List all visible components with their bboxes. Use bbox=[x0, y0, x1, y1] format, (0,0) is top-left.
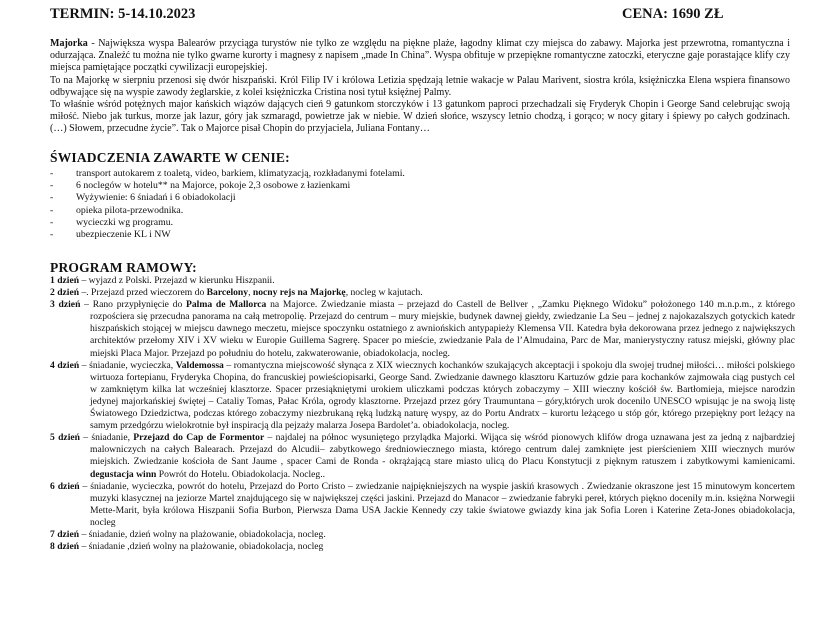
day-highlight: Barcelony bbox=[206, 287, 249, 299]
day-description bbox=[80, 432, 795, 479]
day-text: , bbox=[248, 287, 253, 299]
bullet-dash: - bbox=[50, 216, 54, 228]
included-item-text: wycieczki wg programu. bbox=[76, 216, 174, 228]
included-item-text: Wyżywienie: 6 śniadań i 6 obiadokolacji bbox=[76, 192, 236, 204]
day-label: 2 dzień bbox=[50, 287, 80, 299]
included-item bbox=[50, 180, 750, 192]
day-description bbox=[79, 287, 423, 298]
day-text: – najdalej na północ wysuniętego przylądka Majorki. Wijąca się wśród pionowych klifów droga uznawana jest za jedną z najbardziej malowniczych na całych Balearach. Przejazd do Alcudii– zabytkowego średniowiecznego miasta, którego centrum dalej zamknięte jest pierścieniem XIII wiecznych murów miejskich. Zwiedzanie kościoła de Sant Jaume , spacer Cami de Ronda - okrążającą stare miasto ulicą do Placu Konstytucji z pięknym ratuszem i zabytkowymi kamienicami. bbox=[90, 432, 795, 468]
included-list bbox=[50, 168, 750, 241]
intro-keyword-majorka: Majorka bbox=[50, 38, 88, 49]
included-item-text: transport autokarem z toaletą, video, barkiem, klimatyzacją, rozkładanymi fotelami. bbox=[76, 168, 405, 179]
program-day bbox=[50, 299, 795, 359]
included-title: ŚWIADCZENIA ZAWARTE W CENIE: bbox=[50, 150, 290, 165]
day-description bbox=[79, 529, 326, 540]
intro-paragraph-1 bbox=[50, 38, 790, 75]
intro-paragraph-3: To właśnie wśród potężnych major kańskich wiązów dających cień 9 gatunkom storczyków i 13 gatunkom paproci przechadzali się Fryderyk Chopin i George Sand celebrując swoją miłość. Niebo jak turkus, morze jak lazur, góry jak szmaragd, powietrze jak w niebie. W dzień słońce, wszyscy letnio chodzą, i gorąco; w nocy gitary i śpiewy po całych godzinach. (…) Słowem, przecudne życie”. Tak o Majorce pisał Chopin do przyjaciela, Juliana Fontany… bbox=[50, 99, 790, 135]
program-days bbox=[50, 275, 795, 553]
program-day bbox=[50, 287, 795, 299]
bullet-dash: - bbox=[50, 204, 54, 216]
intro-section bbox=[50, 38, 790, 136]
included-item bbox=[50, 217, 750, 229]
day-text: – wyjazd z Polski. Przejazd w kierunku Hiszpanii. bbox=[79, 275, 275, 286]
included-item-text: 6 noclegów w hotelu** na Majorce, pokoje 2,3 osobowe z łazienkami bbox=[76, 180, 351, 192]
program-day bbox=[50, 481, 795, 529]
included-item bbox=[50, 205, 750, 217]
day-label: 3 dzień bbox=[50, 299, 81, 311]
day-description bbox=[79, 275, 275, 286]
day-text: – śniadanie, dzień wolny na plażowanie, obiadokolacja, nocleg. bbox=[79, 528, 326, 540]
day-description bbox=[79, 541, 323, 552]
program-day bbox=[50, 275, 795, 287]
day-text: na Majorce. Zwiedzanie miasta – przejazd do Castell de Bellver , „Zamku Pięknego Widoku” położonego 140 m.n.p.m., z którego rozpościera się przecudna panorama na całą metropolię. Przejazd do centrum – mury miejskie, budynek dawnej giełdy, zwiedzanie La Seu – jednej z najokazalszych gotyckich katedr hiszpańskich stojącej w miejscu dawnego meczetu, miejsce spoczynku ostatniego z awniońskich antypapieży Klemensa VII. Katedra była dekorowana przez jednego z największych architektów przełomy XIV i XV wieku w Europie Guillema Sagrerę. Spacer po mieście, zwiedzanie Pala de l’Almudaina, Parc de Mar, manierystyczny ratusz miejski, główny plac miejski Placa Major. Przejazd po południu do hotelu, zakwaterowanie, obiadokolacja, nocleg. bbox=[90, 299, 795, 359]
program-day bbox=[50, 529, 795, 541]
intro-paragraph-1-text: - Największa wyspa Balearów przyciąga turystów nie tylko ze względu na piękne plaże, łagodny klimat czy miejsca do zabawy. Majorka jest przewrotna, romantyczna i odurzająca. Znaleźć tu można nie tylko gwarne kurorty i magnesy z napisem „made In China”. Wyspa obfituje w przepiękne romantyczne zatoczki, eteryczne gaje porastające klify czy miejsca pamiętające początki cywilizacji europejskiej. bbox=[50, 38, 790, 74]
day-text: – romantyczna miejscowość słynąca z XIX wiecznych kochanków szukających akceptacji i spokoju dla swojej trudnej miłości… miłości polskiego wirtuoza fortepianu, Fryderyka Chopina, do francuskiej powieściopisarki, George Sand. Zwiedzanie dawnego klasztoru Kartuzów gdzie para kochanków zajmowała ciąg pustych cel w zamkniętym kilka lat wcześniej klasztorze. Spacer przesiąkniętymi urokiem uliczkami podczas których zobaczymy – XIII wieczny kościół św. Bartłomieja, miejsce narodzin jedynej majorkańskiej świętej – Cataliy Tomas, Pałac Króla, ogrody klasztorne. Przejazd przez góry Traumuntana – góry,których urok docenilo UNESCO wpisując je na swoją listę Światowego Dziedzictwa, podczas którego zobaczymy niezbrukaną ręką ludzką naturę wyspy, az do Portu Andratx – kurortu leżącego u stóp gór, którego przepiękny port leżący na samym przedgórzu wielokrotnie był inspiracją dla pejzaży malarza Josepa Bardolet’a. obiadokolacja, nocleg. bbox=[90, 359, 795, 432]
program-day bbox=[50, 432, 795, 480]
day-highlight: Valdemossa bbox=[175, 359, 224, 371]
day-description bbox=[80, 299, 795, 358]
day-highlight: nocny rejs na Majorkę bbox=[252, 287, 346, 299]
day-label: 4 dzień bbox=[50, 359, 80, 371]
program-day bbox=[50, 360, 795, 433]
day-label: 8 dzień bbox=[50, 541, 80, 553]
day-highlight: Przejazd do Cap de Formentor bbox=[133, 432, 265, 444]
included-item-text: ubezpieczenie KL i NW bbox=[76, 229, 171, 241]
day-label: 6 dzień bbox=[50, 480, 80, 492]
day-text: Powrót do Hotelu. Obiadokolacja. Nocleg.. bbox=[156, 468, 326, 480]
included-item-text: opieka pilota-przewodnika. bbox=[76, 204, 184, 216]
day-text: – śniadanie, wycieczka, powrót do hotelu, Przejazd do Porto Cristo – zwiedzanie najpiękniejszych na wyspie jaskiń krasowych . Zwiedzanie okraszone jest 15 minutowym koncertem muzyki klasycznej na jeziorze Martel znajdującego się w największej części jaskini. Przejazd do Manacor – zwiedzanie fabryki pereł, których piękno docenily m.in. księżna Norwegii Mette-Marit, była królowa Hiszpanii Sofia Burbon, Pierwsza Dama USA Jackie Kennedy czy takie światowe gwiazdy kina jak Sofia Loren i Katerine Zeta-Jones obiadokolacja, nocleg bbox=[79, 480, 795, 528]
bullet-dash: - bbox=[50, 180, 54, 192]
day-highlight: degustacja winn bbox=[90, 468, 157, 480]
day-description bbox=[80, 481, 795, 528]
day-text: – śniadanie, wycieczka, bbox=[79, 359, 176, 371]
day-label: 5 dzień bbox=[50, 432, 80, 444]
day-label: 7 dzień bbox=[50, 528, 80, 540]
included-item bbox=[50, 229, 750, 241]
day-label: 1 dzień bbox=[50, 275, 80, 286]
day-text: – Rano przypłynięcie do bbox=[80, 299, 187, 311]
day-text: – śniadanie ,dzień wolny na plażowanie, obiadokolacja, nocleg bbox=[79, 541, 324, 553]
intro-paragraph-2: To na Majorkę w sierpniu przenosi się dwór hiszpański. Król Filip IV i królowa Letizia spędzają letnie wakacje w Palau Marivent, siostra króla, księżniczka Elena wspiera finansowo odbywające się na wyspie zawody żeglarskie, z kolei księżniczka Cristina nosi tytuł księżnej Palmy. bbox=[50, 74, 790, 98]
trip-price: CENA: 1690 ZŁ bbox=[622, 6, 724, 22]
bullet-dash: - bbox=[50, 168, 54, 179]
bullet-dash: - bbox=[50, 192, 54, 204]
trip-header bbox=[50, 6, 829, 26]
bullet-dash: - bbox=[50, 229, 54, 241]
day-text: , nocleg w kajutach. bbox=[345, 287, 423, 299]
program-day bbox=[50, 541, 795, 553]
day-highlight: Palma de Mallorca bbox=[186, 299, 267, 311]
included-item bbox=[50, 168, 750, 180]
day-description bbox=[79, 360, 795, 431]
included-item bbox=[50, 192, 750, 204]
program-title: PROGRAM RAMOWY: bbox=[50, 260, 197, 275]
trip-term: TERMIN: 5-14.10.2023 bbox=[50, 6, 196, 22]
day-text: –. Przejazd przed wieczorem do bbox=[79, 287, 207, 299]
day-text: – śniadanie, bbox=[79, 432, 134, 444]
